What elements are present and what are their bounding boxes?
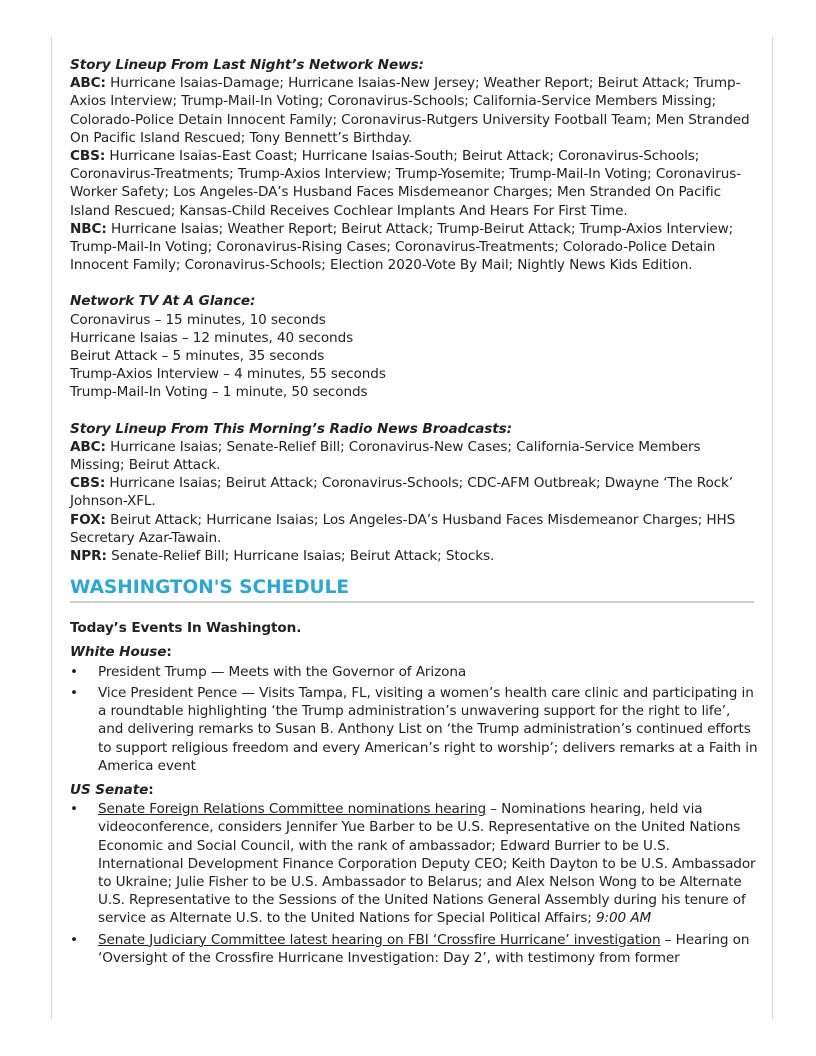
list-item	[70, 931, 758, 967]
glance-line: Trump-Axios Interview – 4 minutes, 55 seconds	[70, 366, 386, 383]
network-lineup-abc: Hurricane Isaias-Damage; Hurricane Isaias-New Jersey; Weather Report; Beirut Attack; Trump-Axios Interview; Trump-Mail-In Voting; Coronavirus-Schools; California-Service Members Missing; Colorado-Police Detain Innocent Family; Coronavirus-Rutgers University Football Team; Men Stranded On Pacific Island Rescued; Tony Bennett’s Birthday.	[70, 75, 750, 146]
bullet-icon: •	[70, 663, 78, 680]
white-house-colon: :	[166, 644, 172, 661]
radio-lineup-abc: Hurricane Isaias; Senate-Relief Bill; Coronavirus-New Cases; California-Service Members Missing; Beirut Attack.	[70, 438, 701, 474]
senate-foreign-relations-link[interactable]: Senate Foreign Relations Committee nominations hearing	[98, 801, 486, 818]
senate-list	[70, 800, 758, 967]
bullet-icon: •	[70, 684, 78, 701]
today-events-title: Today’s Events In Washington.	[70, 620, 302, 637]
network-news-nbc	[70, 220, 758, 275]
spacer	[70, 274, 758, 292]
radio-label-npr: NPR:	[70, 548, 107, 565]
bullet-icon: •	[70, 931, 78, 948]
glance-line: Trump-Mail-In Voting – 1 minute, 50 seconds	[70, 384, 368, 401]
network-label-nbc: NBC:	[70, 220, 107, 237]
network-news-abc	[70, 74, 758, 147]
radio-title: Story Lineup From This Morning’s Radio News Broadcasts:	[70, 420, 512, 437]
senate-judiciary-link[interactable]: Senate Judiciary Committee latest hearing on FBI ‘Crossfire Hurricane’ investigation	[98, 931, 661, 948]
schedule-divider	[70, 601, 754, 603]
spacer	[70, 402, 758, 420]
senate-colon: :	[148, 781, 154, 798]
list-item	[70, 663, 758, 681]
network-news-cbs	[70, 147, 758, 220]
glance-title: Network TV At A Glance:	[70, 293, 256, 310]
network-label-cbs: CBS:	[70, 148, 106, 165]
white-house-event: President Trump — Meets with the Governor of Arizona	[98, 663, 467, 680]
schedule-heading: WASHINGTON'S SCHEDULE	[70, 577, 350, 599]
network-label-abc: ABC:	[70, 75, 106, 92]
senate-heading	[70, 781, 758, 799]
network-lineup-cbs: Hurricane Isaias-East Coast; Hurricane Isaias-South; Beirut Attack; Coronavirus-Schools; Coronavirus-Treatments; Trump-Axios Interview; Trump-Yosemite; Trump-Mail-In Voting; Coronavirus-Worker Safety; Los Angeles-DA’s Husband Faces Misdemeanor Charges; Men Stranded On Pacific Island Rescued; Kansas-Child Receives Cochlear Implants And Hears For First Time.	[70, 148, 741, 219]
radio-fox	[70, 511, 758, 547]
glance-line: Hurricane Isaias – 12 minutes, 40 seconds	[70, 329, 354, 346]
radio-label-abc: ABC:	[70, 438, 106, 455]
radio-npr	[70, 547, 758, 565]
glance-line: Coronavirus – 15 minutes, 10 seconds	[70, 311, 326, 328]
white-house-list	[70, 663, 758, 775]
page-border-right	[772, 37, 773, 1019]
list-item	[70, 800, 758, 927]
radio-abc	[70, 438, 758, 474]
white-house-label: White House	[70, 644, 167, 661]
senate-label: US Senate	[70, 781, 149, 798]
network-lineup-nbc: Hurricane Isaias; Weather Report; Beirut Attack; Trump-Beirut Attack; Trump-Axios Interview; Trump-Mail-In Voting; Coronavirus-Rising Cases; Coronavirus-Treatments; Colorado-Police Detain Innocent Family; Coronavirus-Schools; Election 2020-Vote By Mail; Nightly News Kids Edition.	[70, 220, 734, 274]
senate-event-text: – Hearing on ‘Oversight of the Crossfire Hurricane Investigation: Day 2’, with testimony from former	[98, 931, 750, 966]
page-border-left	[51, 37, 52, 1019]
senate-event-time: 9:00 AM	[595, 910, 652, 927]
radio-lineup-cbs: Hurricane Isaias; Beirut Attack; Coronavirus-Schools; CDC-AFM Outbreak; Dwayne ‘The Rock’ Johnson-XFL.	[70, 475, 734, 510]
radio-label-fox: FOX:	[70, 511, 106, 528]
radio-cbs	[70, 474, 758, 510]
list-item	[70, 684, 758, 775]
bullet-icon: •	[70, 801, 78, 818]
white-house-event: Vice President Pence — Visits Tampa, FL, visiting a women’s health care clinic and participating in a roundtable highlighting ‘the Trump administration’s unwavering support for the right to life’, and delivering remarks to Susan B. Anthony List on ‘the Trump administration’s continued efforts to support religious freedom and every American’s right to worship’; delivers remarks at a Faith in America event	[98, 684, 758, 774]
radio-lineup-npr: Senate-Relief Bill; Hurricane Isaias; Beirut Attack; Stocks.	[106, 548, 495, 565]
radio-label-cbs: CBS:	[70, 475, 106, 492]
glance-line: Beirut Attack – 5 minutes, 35 seconds	[70, 348, 325, 365]
white-house-heading	[70, 643, 758, 661]
senate-event-text: – Nominations hearing, held via videoconference, considers Jennifer Yue Barber to be U.S. Representative on the United Nations Economic and Social Council, with the rank of ambassador; Edward Burrier to be U.S. International Development Finance Corporation Deputy CEO; Keith Dayton to be U.S. Ambassador to Ukraine; Julie Fisher to be U.S. Ambassador to Belarus; and Alex Nelson Wong to be Alternate U.S. Representative to the Sessions of the United Nations General Assembly during his tenure of service as Alternate U.S. to the United Nations for Special Political Affairs;	[98, 801, 756, 927]
newsletter-body	[70, 56, 758, 970]
radio-lineup-fox: Beirut Attack; Hurricane Isaias; Los Angeles-DA’s Husband Faces Misdemeanor Charges; HHS Secretary Azar-Tawain.	[70, 511, 736, 546]
network-news-title: Story Lineup From Last Night’s Network News:	[70, 57, 424, 73]
